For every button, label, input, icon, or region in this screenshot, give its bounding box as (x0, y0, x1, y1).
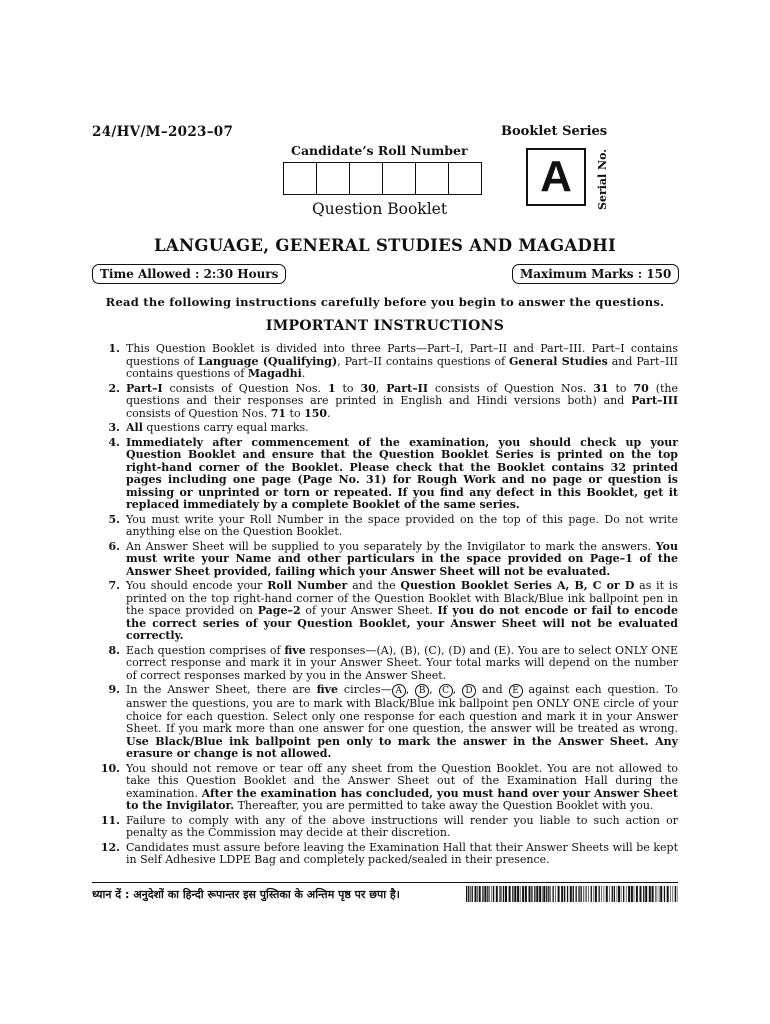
barcode-bar (468, 886, 469, 902)
barcode-bar (536, 886, 538, 902)
barcode-bar (652, 886, 654, 902)
paper-code: 24/HV/M–2023–07 (92, 124, 234, 140)
barcode-bar (586, 886, 587, 902)
barcode-bar (591, 886, 592, 902)
instruction-text: You should encode your Roll Number and the Question Booklet Series A, B, C or D as it is printed on the top right-hand corner of the Question Booklet with Black/Blue ink ballpoint pen in the space provided on Page–2 of your Answer Sheet. If you do not encode or fail to encode the correct series of your Question Booklet, your Answer Sheet will not be evaluated correctly. (126, 579, 679, 642)
barcode-bar (677, 886, 678, 902)
roll-number-boxes (283, 162, 482, 195)
barcode-bar (585, 886, 586, 902)
barcode-bar (472, 886, 473, 902)
barcode-bar (618, 886, 620, 902)
instructions-list (92, 343, 678, 869)
barcode-bar (581, 886, 582, 902)
barcode-bar (659, 886, 660, 902)
read-instructions-line: Read the following instructions carefully before you begin to answer the questions. (105, 295, 665, 309)
instruction-number: 8. (108, 643, 120, 657)
barcode-bar (509, 886, 511, 902)
barcode-bar (477, 886, 478, 902)
barcode-bar (614, 886, 615, 902)
roll-digit-box (383, 163, 416, 194)
roll-digit-box (449, 163, 481, 194)
booklet-series-letter: A (526, 148, 586, 206)
barcode-bar (482, 886, 483, 902)
barcode-bar (503, 886, 504, 902)
barcode-bar (525, 886, 527, 902)
barcode-bar (493, 886, 494, 902)
instruction-number: 12. (100, 840, 120, 854)
instruction-item (92, 383, 678, 421)
roll-digit-box (317, 163, 350, 194)
instruction-item (92, 842, 678, 867)
instruction-item (92, 422, 678, 435)
instruction-item (92, 763, 678, 813)
barcode-bar (555, 886, 556, 902)
barcode-bar (626, 886, 627, 902)
barcode-bar (479, 886, 481, 902)
instruction-item (92, 684, 678, 761)
booklet-series-label: Booklet Series (501, 124, 608, 139)
barcode-bar (475, 886, 477, 902)
barcode-bar (604, 886, 605, 902)
barcode-bar (606, 886, 608, 902)
barcode-bar (664, 886, 665, 902)
instruction-number: 10. (100, 761, 120, 775)
barcode-bar (522, 886, 524, 902)
instructions-heading: IMPORTANT INSTRUCTIONS (265, 318, 505, 334)
barcode-bar (505, 886, 507, 902)
instruction-number: 5. (108, 512, 120, 526)
barcode-bar (655, 886, 656, 902)
barcode-bar (583, 886, 584, 902)
footer-divider (92, 882, 678, 883)
barcode-bar (631, 886, 633, 902)
instruction-text: This Question Booklet is divided into three Parts—Part–I, Part–II and Part–III. Part–I contains questions of Language (Qualifying), Part–II contains questions of General Studies and Part–III contains questions of Magadhi. (126, 342, 679, 380)
instruction-number: 7. (108, 579, 120, 592)
instruction-item (92, 815, 678, 840)
barcode-bar (517, 886, 519, 902)
barcode-bar (539, 886, 541, 902)
barcode-bar (502, 886, 503, 902)
barcode-bar (484, 886, 486, 902)
barcode-bar (550, 886, 551, 902)
barcode-bar (609, 886, 610, 902)
instruction-text: Each question comprises of five responses—(A), (B), (C), (D) and (E). You are to select ONLY ONE correct response and mark it in your Answer Sheet. Your total marks will depend on the number of correct responses marked by you in the Answer Sheet. (126, 643, 678, 682)
hindi-note: ध्यान दें : अनुदेशों का हिन्दी रूपान्तर इस पुस्तिका के अन्तिम पृष्ठ पर छपा है। (92, 888, 400, 901)
instruction-text: Immediately after commencement of the examination, you should check up your Question Booklet and ensure that the Question Booklet Series is printed on the top right-hand corner of the Booklet. Please check that the Booklet contains 32 printed pages including one page (Page No. 31) for Rough Work and no page or question is missing or unprinted or torn or repeated. If you find any defect in this Booklet, get it replaced immediately by a complete Booklet of the same series. (126, 435, 678, 511)
barcode-bar (514, 886, 516, 902)
instruction-number: 1. (108, 342, 120, 355)
question-booklet-label: Question Booklet (312, 200, 448, 218)
barcode-bar (564, 886, 565, 902)
barcode-bar (546, 886, 547, 902)
barcode-bar (594, 886, 595, 902)
roll-digit-box (416, 163, 449, 194)
roll-number-label: Candidate’s Roll Number (291, 143, 468, 158)
barcode-bar (601, 886, 602, 902)
instruction-text: Candidates must assure before leaving the Examination Hall that their Answer Sheets will be kept in Self Adhesive LDPE Bag and completely packed/sealed in their presence. (126, 840, 678, 866)
barcode-bar (567, 886, 568, 902)
instruction-number: 6. (108, 539, 120, 553)
barcode-bar (529, 886, 531, 902)
barcode-bar (675, 886, 676, 902)
time-allowed: Time Allowed : 2:30 Hours (92, 264, 286, 284)
barcode-bar (534, 886, 535, 902)
instruction-item (92, 580, 678, 643)
barcode-bar (489, 886, 490, 902)
instruction-number: 9. (108, 683, 120, 696)
barcode-bar (466, 886, 467, 902)
instruction-item (92, 437, 678, 512)
barcode-bar (649, 886, 651, 902)
barcode-bar (640, 886, 642, 902)
barcode-bar (496, 886, 498, 902)
barcode-bar (643, 886, 644, 902)
instruction-text: Part–I consists of Question Nos. 1 to 30, Part–II consists of Question Nos. 31 to 70 (the questions and their responses are printed in English and Hindi versions both) and Part–III consists of Question Nos. 71 to 150. (126, 381, 678, 420)
barcode-bar (553, 886, 554, 902)
barcode-bar (636, 886, 638, 902)
barcode-bar (470, 886, 471, 902)
instruction-number: 3. (108, 421, 120, 434)
instruction-number: 2. (108, 381, 120, 395)
barcode-bar (599, 886, 600, 902)
barcode-bar (673, 886, 674, 902)
instruction-item (92, 645, 678, 683)
barcode-bar (621, 886, 622, 902)
instruction-text: Failure to comply with any of the above instructions will render you liable to such action or penalty as the Commission may decide at their discretion. (126, 813, 678, 839)
barcode-bar (645, 886, 647, 902)
barcode-bar (573, 886, 574, 902)
barcode-bar (617, 886, 618, 902)
barcode-bar (588, 886, 589, 902)
instruction-item (92, 541, 678, 579)
serial-number-label: Serial No. (596, 148, 609, 210)
barcode-bar (623, 886, 624, 902)
barcode-bar (487, 886, 488, 902)
barcode-bar (558, 886, 560, 902)
barcode-bar (667, 886, 669, 902)
roll-digit-box (350, 163, 383, 194)
instruction-number: 11. (100, 813, 120, 827)
barcode-bar (499, 886, 500, 902)
barcode-bar (542, 886, 543, 902)
barcode-bar (512, 886, 513, 902)
barcode-bar (531, 886, 532, 902)
maximum-marks: Maximum Marks : 150 (512, 264, 679, 284)
roll-digit-box (284, 163, 317, 194)
instruction-text: You should not remove or tear off any sheet from the Question Booklet. You are not allowed to take this Question Booklet and the Answer Sheet out of the Examination Hall during the examination. After the examination has concluded, you must hand over your Answer Sheet to the Invigilator. Thereafter, you are permitted to take away the Question Booklet with you. (126, 761, 678, 812)
barcode-bar (657, 886, 658, 902)
instruction-item (92, 514, 678, 539)
barcode-bar (634, 886, 635, 902)
barcode-bar (595, 886, 597, 902)
instruction-text: An Answer Sheet will be supplied to you separately by the Invigilator to mark the answers. You must write your Name and other particulars in the space provided on Page–1 of the Answer Sheet provided, failing which your Answer Sheet will not be evaluated. (126, 539, 678, 578)
barcode-bar (578, 886, 579, 902)
instruction-text: You must write your Roll Number in the space provided on the top of this page. Do not write anything else on the Question Booklet. (126, 512, 678, 538)
exam-title: LANGUAGE, GENERAL STUDIES AND MAGADHI (153, 236, 617, 255)
instruction-item (92, 343, 678, 381)
barcode-bar (670, 886, 671, 902)
barcode-bar (492, 886, 493, 902)
barcode-bar (543, 886, 545, 902)
barcode-bar (628, 886, 630, 902)
barcode-bar (570, 886, 572, 902)
instruction-number: 4. (108, 435, 120, 449)
barcode-bar (612, 886, 613, 902)
instruction-text: In the Answer Sheet, there are five circles— A , B , C , D and E against each question. To answer the questions, you are to mark with Black/Blue ink ballpoint pen ONLY ONE circle of your choice for each question. Select only one response for each question and mark it in your Answer Sheet. If you mark more than one answer for one question, the answer will be treated as wrong. Use Black/Blue ink ballpoint pen only to mark the answer in the Answer Sheet. Any erasure or change is not allowed. (126, 683, 678, 760)
barcode-bar (561, 886, 563, 902)
instruction-text: All questions carry equal marks. (126, 421, 309, 434)
barcode-bar (660, 886, 662, 902)
barcode-bar (576, 886, 577, 902)
barcode-image (466, 886, 678, 902)
barcode-bar (520, 886, 521, 902)
barcode-bar (548, 886, 549, 902)
